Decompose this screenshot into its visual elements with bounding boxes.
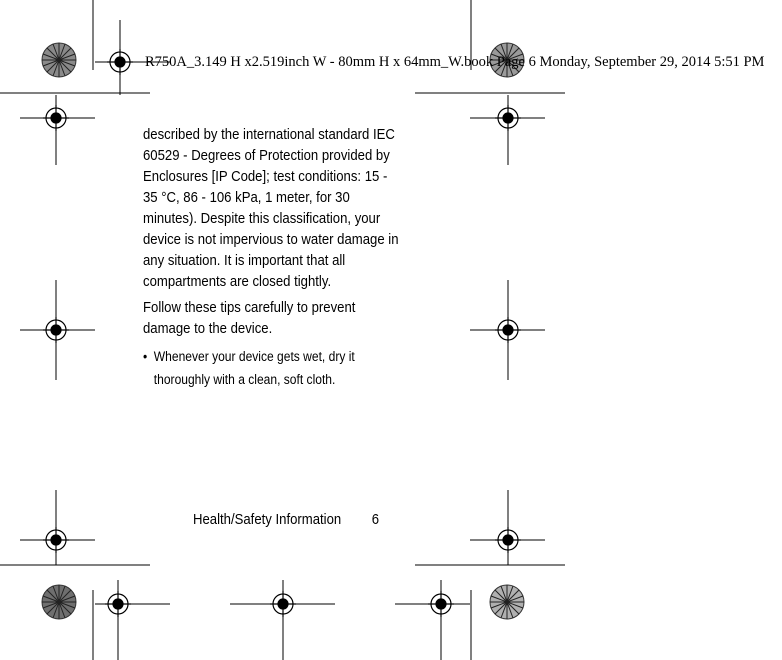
bullet-text: Whenever your device gets wet, dry it thoroughly with a clean, soft cloth. [153,349,355,387]
page-number: 6 [371,512,380,528]
paragraph-ip-rating: described by the international standard IEC 60529 - Degrees of Protection provided by Enclosures [IP Code]; test conditions: 15 - 35 °C, 86 - 106 kPa, 1 meter, for 30 minutes). Despite this classification, your device is not impervious to water damage in any situation. It is important that all compartments are closed tightly. [143,127,399,290]
registration-target-icon [107,49,133,75]
paragraph-tips-intro: Follow these tips carefully to prevent damage to the device. [143,300,356,337]
registration-target-icon [428,591,454,617]
registration-target-icon [105,591,131,617]
body-text [143,125,404,391]
registration-target-icon [495,527,521,553]
registration-target-icon [495,317,521,343]
registration-target-icon [43,317,69,343]
footer-section-title: Health/Safety Information [193,512,342,528]
star-target-icon [42,43,76,77]
star-target-icon [490,585,524,619]
star-target-icon [42,585,76,619]
registration-target-icon [43,105,69,131]
list-item [143,345,404,391]
registration-target-icon [270,591,296,617]
bullet-icon: • [143,349,148,364]
registration-target-icon [43,527,69,553]
page-footer [193,512,379,528]
print-slug-line: R750A_3.149 H x2.519inch W - 80mm H x 64mm_W.book Page 6 Monday, September 29, 2014 5:51 PM [145,54,765,70]
registration-target-icon [495,105,521,131]
